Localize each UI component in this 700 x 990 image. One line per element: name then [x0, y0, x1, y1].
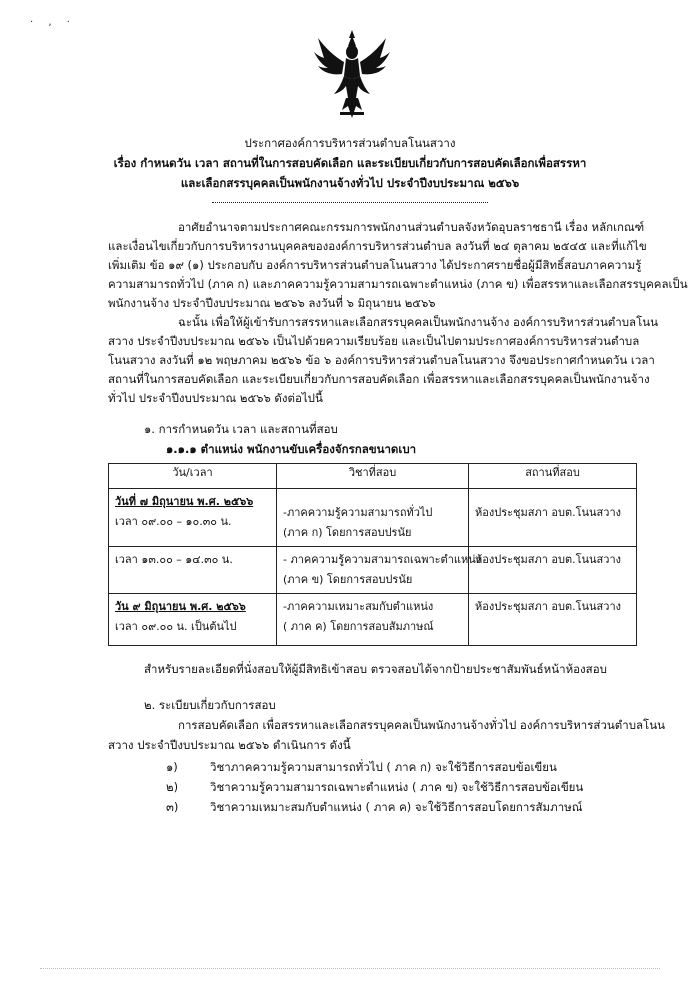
location-cell — [469, 547, 637, 594]
location-text: ห้องประชุมสภา อบต.โนนสวาง — [475, 506, 621, 519]
subject-line: (ภาค ข) โดยการสอบปรนัย — [283, 573, 413, 586]
exam-time: เวลา ๐๙.๐๐ น. เป็นต้นไป — [115, 620, 237, 633]
exam-time: เวลา ๐๙.๐๐ – ๑๐.๓๐ น. — [115, 515, 232, 528]
location-text: ห้องประชุมสภา อบต.โนนสวาง — [475, 553, 621, 566]
table-row — [109, 547, 637, 594]
scan-edge-noise — [40, 968, 660, 969]
date-time-cell — [109, 594, 277, 646]
section-2-heading: ๒. ระเบียบเกี่ยวกับการสอบ — [144, 698, 276, 712]
para2-line-5: ทั่วไป ประจำปีงบประมาณ ๒๕๖๖ ดังต่อไปนี้ — [108, 391, 323, 405]
table-row — [109, 594, 637, 646]
date-time-cell — [109, 547, 277, 594]
header-subject: วิชาที่สอบ — [277, 464, 469, 489]
seating-note: สำหรับรายละเอียดที่นั่งสอบให้ผู้มีสิทธิเข้าสอบ ตรวจสอบได้จากป้ายประชาสัมพันธ์หน้าห้องสอบ — [144, 662, 607, 676]
para1-line-4: ความสามารถทั่วไป (ภาค ก) และภาคความรู้ความสามารถเฉพาะตำแหน่ง (ภาค ข) เพื่อสรรหาและเลือกสรรบุคคลเป็น — [108, 277, 688, 291]
para2-line-4: สถานที่ในการสอบคัดเลือก และระเบียบเกี่ยวกับการสอบคัดเลือก เพื่อสรรหาและเลือกสรรบุคคลเป็นพนักงานจ้าง — [108, 372, 650, 386]
scan-specks: · ‚ · — [30, 17, 76, 28]
location-cell — [469, 594, 637, 646]
para2-line-2: สวาง ประจำปีงบประมาณ ๒๕๖๖ เป็นไปด้วยความเรียบร้อย และเป็นไปตามประกาศองค์การบริหารส่วนตำบล — [108, 334, 640, 348]
exam-time: เวลา ๑๓.๐๐ – ๑๔.๓๐ น. — [115, 553, 233, 566]
location-text: ห้องประชุมสภา อบต.โนนสวาง — [475, 600, 621, 613]
subject-line: -ภาคความเหมาะสมกับตำแหน่ง — [283, 600, 434, 613]
location-cell — [469, 489, 637, 547]
subject-cell — [277, 489, 469, 547]
header-date-time: วัน/เวลา — [109, 464, 277, 489]
rule-item-3-number: ๓) — [166, 800, 179, 814]
subject-line: ( ภาค ค) โดยการสอบสัมภาษณ์ — [283, 620, 434, 633]
para2-line-1: ฉะนั้น เพื่อให้ผู้เข้ารับการสรรหาและเลือกสรรบุคคลเป็นพนักงานจ้าง องค์การบริหารส่วนตำบลโนน — [178, 315, 658, 329]
para1-line-2: และเงื่อนไขเกี่ยวกับการบริหารงานบุคคลขององค์การบริหารส่วนตำบล ลงวันที่ ๒๔ ตุลาคม ๒๕๔๕ และที่แก้ไข — [108, 239, 647, 253]
rule-item-1-number: ๑) — [166, 760, 178, 774]
subject-line-1: เรื่อง กำหนดวัน เวลา สถานที่ในการสอบคัดเลือก และระเบียบเกี่ยวกับการสอบคัดเลือกเพื่อสรรหา — [113, 156, 587, 170]
exam-schedule-table — [108, 463, 637, 646]
exam-date: วันที่ ๗ มิถุนายน พ.ศ. ๒๕๖๖ — [115, 495, 254, 508]
subject-line-2: และเลือกสรรบุคคลเป็นพนักงานจ้างทั่วไป ประจำปีงบประมาณ ๒๕๖๖ — [180, 176, 520, 190]
garuda-emblem-icon — [312, 28, 392, 124]
para1-line-3: เพิ่มเติม ข้อ ๑๙ (๑) ประกอบกับ องค์การบริหารส่วนตำบลโนนสวาง ได้ประกาศรายชื่อผู้มีสิทธิ์สอบภาคความรู้ — [108, 258, 642, 272]
header-location: สถานที่สอบ — [469, 464, 637, 489]
section-2-intro-2: สวาง ประจำปีงบประมาณ ๒๕๖๖ ดำเนินการ ดังนี้ — [108, 738, 351, 752]
subject-cell — [277, 594, 469, 646]
date-time-cell — [109, 489, 277, 547]
para1-line-5: พนักงานจ้าง ประจำปีงบประมาณ ๒๕๖๖ ลงวันที่ ๖ มิถุนายน ๒๕๖๖ — [108, 296, 436, 310]
table-row — [109, 489, 637, 547]
para2-line-3: โนนสวาง ลงวันที่ ๑๒ พฤษภาคม ๒๕๖๖ ข้อ ๖ องค์การบริหารส่วนตำบลโนนสวาง จึงขอประกาศกำหนดวัน เวลา — [108, 353, 655, 367]
subject-line: -ภาคความรู้ความสามารถทั่วไป — [283, 506, 433, 519]
announcement-title: ประกาศองค์การบริหารส่วนตำบลโนนสวาง — [244, 136, 456, 150]
section-1-subheading: ๑.๑.๑ ตำแหน่ง พนักงานขับเครื่องจักรกลขนาดเบา — [166, 442, 417, 456]
section-2-intro-1: การสอบคัดเลือก เพื่อสรรหาและเลือกสรรบุคคลเป็นพนักงานจ้างทั่วไป องค์การบริหารส่วนตำบลโนน — [178, 718, 665, 732]
section-1-heading: ๑. การกำหนดวัน เวลา และสถานที่สอบ — [144, 422, 338, 436]
table-header-row — [109, 464, 637, 489]
exam-date: วัน ๙ มิถุนายน พ.ศ. ๒๕๖๖ — [115, 600, 246, 613]
subject-line: (ภาค ก) โดยการสอบปรนัย — [283, 526, 412, 539]
rule-item-2-number: ๒) — [166, 780, 179, 794]
para1-line-1: อาศัยอำนาจตามประกาศคณะกรรมการพนักงานส่วนตำบลจังหวัดอุบลราชธานี เรื่อง หลักเกณฑ์ — [178, 220, 645, 234]
rule-item-1-text: วิชาภาคความรู้ความสามารถทั่วไป ( ภาค ก) จะใช้วิธีการสอบข้อเขียน — [210, 760, 557, 774]
subject-line: - ภาคความรู้ความสามารถเฉพาะตำแหน่ง — [283, 553, 482, 566]
rule-item-2-text: วิชาความรู้ความสามารถเฉพาะตำแหน่ง ( ภาค ข) จะใช้วิธีการสอบข้อเขียน — [210, 780, 584, 794]
rule-item-3-text: วิชาความเหมาะสมกับตำแหน่ง ( ภาค ค) จะใช้วิธีการสอบโดยการสัมภาษณ์ — [210, 800, 583, 814]
subject-cell — [277, 547, 482, 594]
title-divider — [212, 202, 488, 203]
